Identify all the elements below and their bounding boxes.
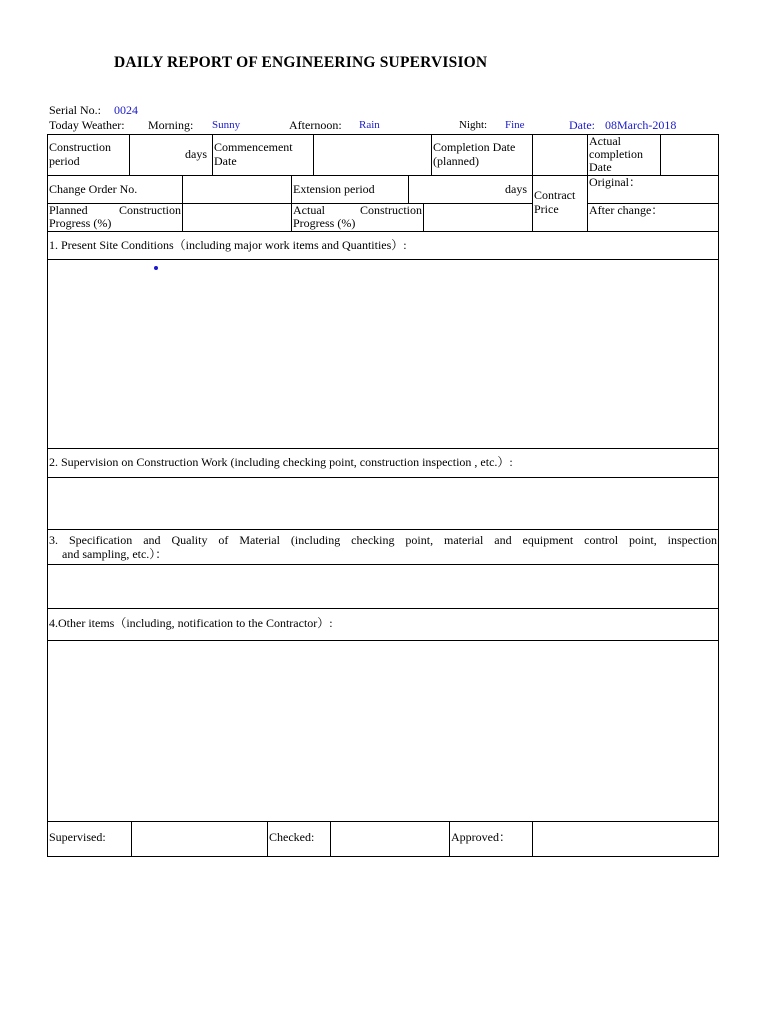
planned-progress-label-1: Planned Construction [49,203,181,217]
days-label-2: days [505,182,527,196]
commencement-label-2: Date [214,154,237,168]
page-title: DAILY REPORT OF ENGINEERING SUPERVISION [114,54,488,71]
night-value: Fine [505,119,525,131]
date-value: 08March-2018 [605,118,677,132]
night-label: Night: [459,119,488,131]
actual-completion-label-2: completion [589,147,643,161]
morning-label: Morning: [148,118,194,132]
commencement-label-1: Commencement [214,140,293,154]
supervised-label: Supervised: [49,830,106,844]
change-order-label: Change Order No. [49,182,138,196]
bullet-icon [154,266,158,270]
actual-completion-label-1: Actual [589,134,621,148]
date-label: Date: [569,118,595,132]
section-3-heading-line-2: and sampling, etc.）： [62,547,168,561]
morning-value: Sunny [212,119,241,131]
section-1-heading: 1. Present Site Conditions（including major work items and Quantities）: [49,238,407,252]
construction-period-label-1: Construction [49,140,111,154]
days-label-1: days [185,147,207,161]
after-change-price-label: After change： [589,203,664,217]
section-4-heading: 4.Other items（including, notification to the Contractor）: [49,616,333,630]
section-2-heading: 2. Supervision on Construction Work (including checking point, construction inspection , etc.）: [49,455,513,469]
completion-planned-label-1: Completion Date [433,140,516,154]
actual-progress-label-2: Progress (%) [293,216,356,230]
extension-period-label: Extension period [293,182,375,196]
planned-progress-label-2: Progress (%) [49,216,112,230]
afternoon-label: Afternoon: [289,118,342,132]
afternoon-value: Rain [359,119,380,131]
construction-period-label-2: period [49,154,80,168]
actual-completion-label-3: Date [589,160,612,174]
serial-value: 0024 [114,103,138,117]
contract-price-label-1: Contract [534,188,576,202]
section-3-heading-line-1: 3. Specification and Quality of Material (including checking point, material and equipment control point, inspection [49,533,717,547]
actual-progress-label-1: Actual Construction [293,203,422,217]
checked-label: Checked: [269,830,315,844]
approved-label: Approved： [451,830,511,844]
original-price-label: Original： [589,175,641,189]
serial-label: Serial No.: [49,103,101,117]
completion-planned-label-2: (planned) [433,154,479,168]
contract-price-label-2: Price [534,202,559,216]
weather-label: Today Weather: [49,118,125,132]
